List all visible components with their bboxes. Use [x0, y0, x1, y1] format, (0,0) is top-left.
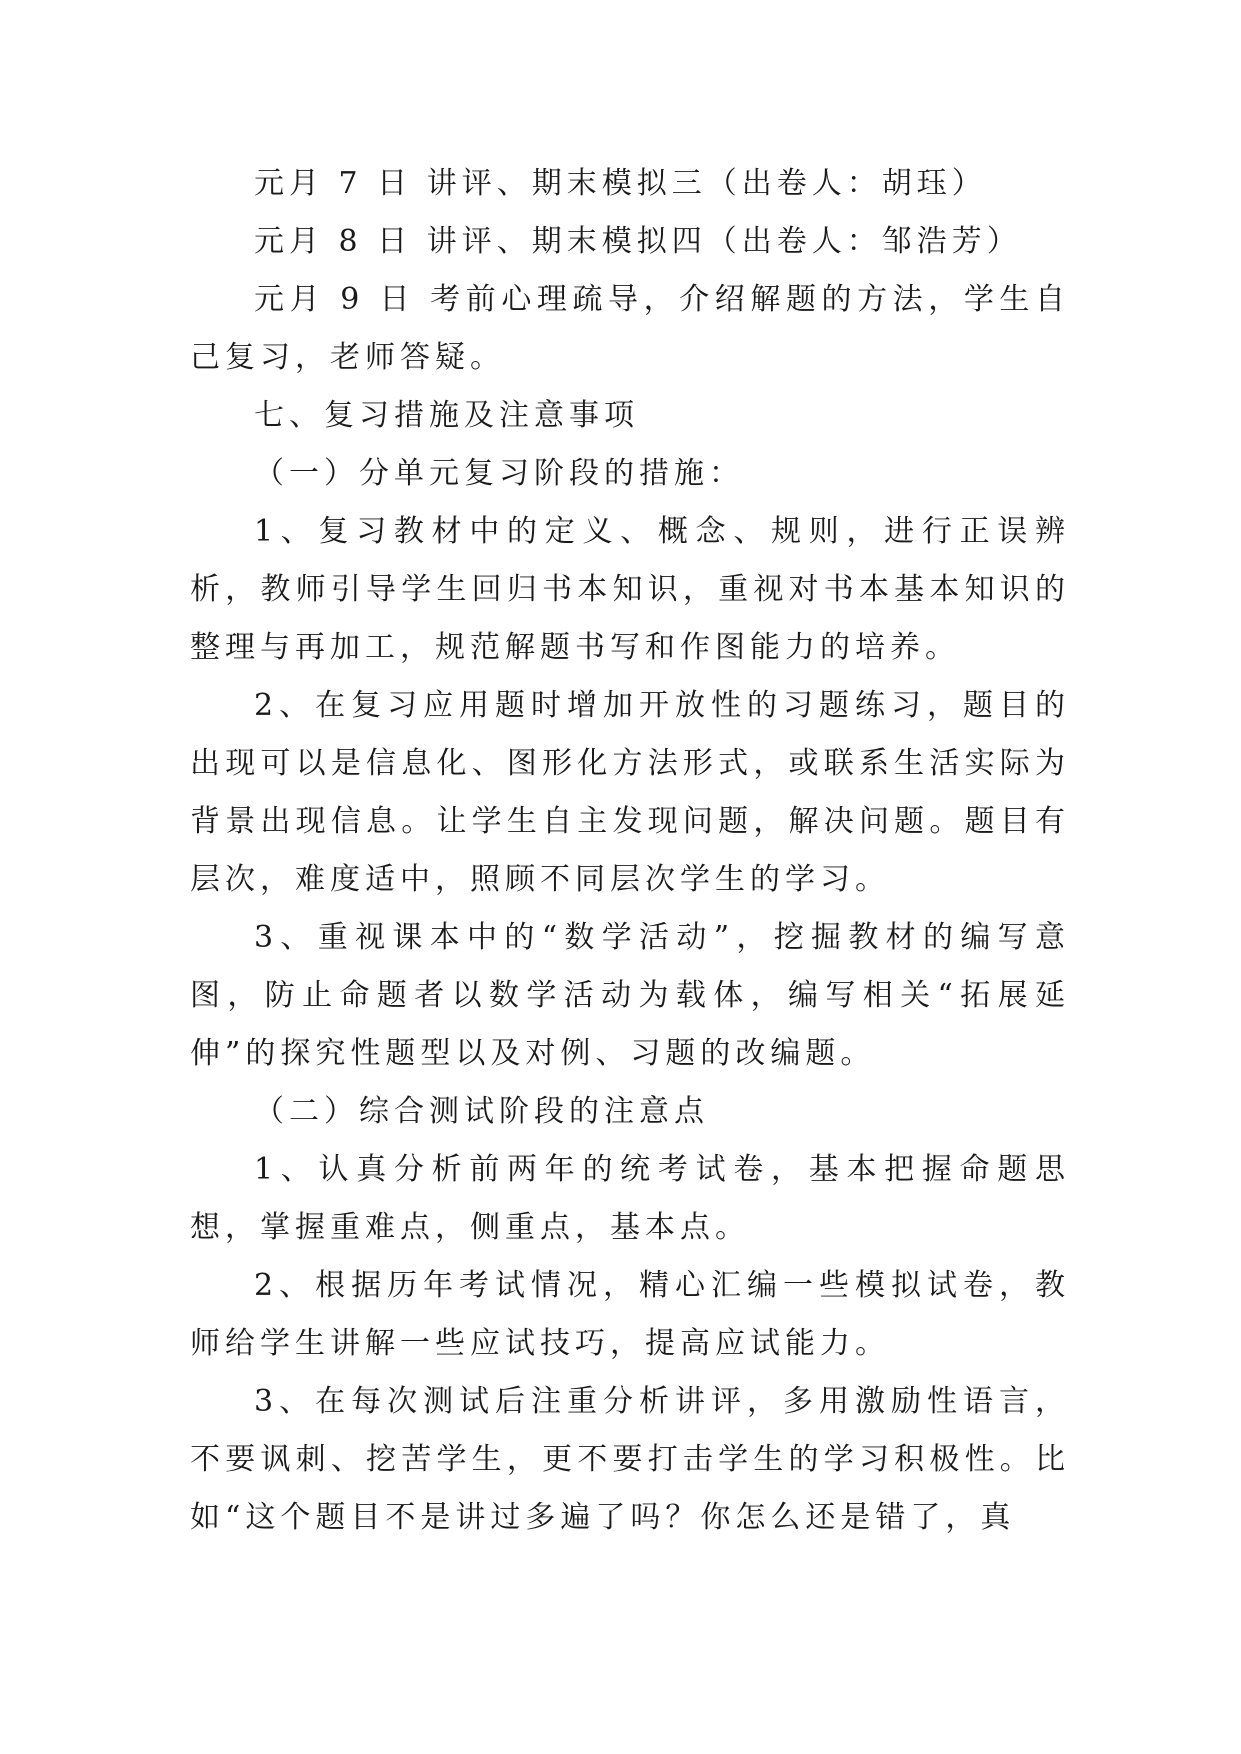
subsection-heading-2: （二）综合测试阶段的注意点	[254, 1094, 709, 1129]
measure-item-1: 1、复习教材中的定义、概念、规则，进行正误辨析，教师引导学生回归书本知识，重视对书本基本知识的整理与再加工，规范解题书写和作图能力的培养。	[190, 514, 1070, 665]
test-point-1: 1、认真分析前两年的统考试卷，基本把握命题思想，掌握重难点，侧重点，基本点。	[190, 1152, 1070, 1245]
schedule-day-7: 元月 7 日 讲评、期末模拟三（出卷人：胡珏）	[254, 166, 987, 201]
schedule-day-9: 元月 9 日 考前心理疏导，介绍解题的方法，学生自己复习，老师答疑。	[190, 282, 1070, 375]
test-point-3: 3、在每次测试后注重分析讲评，多用激励性语言，不要讽刺、挖苦学生，更不要打击学生的学习积极性。比如“这个题目不是讲过多遍了吗？你怎么还是错了，真	[190, 1384, 1070, 1535]
schedule-day-8: 元月 8 日 讲评、期末模拟四（出卷人：邹浩芳）	[254, 224, 1022, 259]
section-heading-7: 七、复习措施及注意事项	[254, 398, 639, 433]
subsection-heading-1: （一）分单元复习阶段的措施：	[254, 456, 744, 491]
measure-item-2: 2、在复习应用题时增加开放性的习题练习，题目的出现可以是信息化、图形化方法形式，或联系生活实际为背景出现信息。让学生自主发现问题，解决问题。题目有层次，难度适中，照顾不同层次学生的学习。	[190, 688, 1070, 897]
document-body	[190, 155, 1070, 1547]
measure-item-3: 3、重视课本中的“数学活动”，挖掘教材的编写意图，防止命题者以数学活动为载体，编写相关“拓展延伸”的探究性题型以及对例、习题的改编题。	[190, 920, 1070, 1071]
test-point-2: 2、根据历年考试情况，精心汇编一些模拟试卷，教师给学生讲解一些应试技巧，提高应试能力。	[190, 1268, 1070, 1361]
